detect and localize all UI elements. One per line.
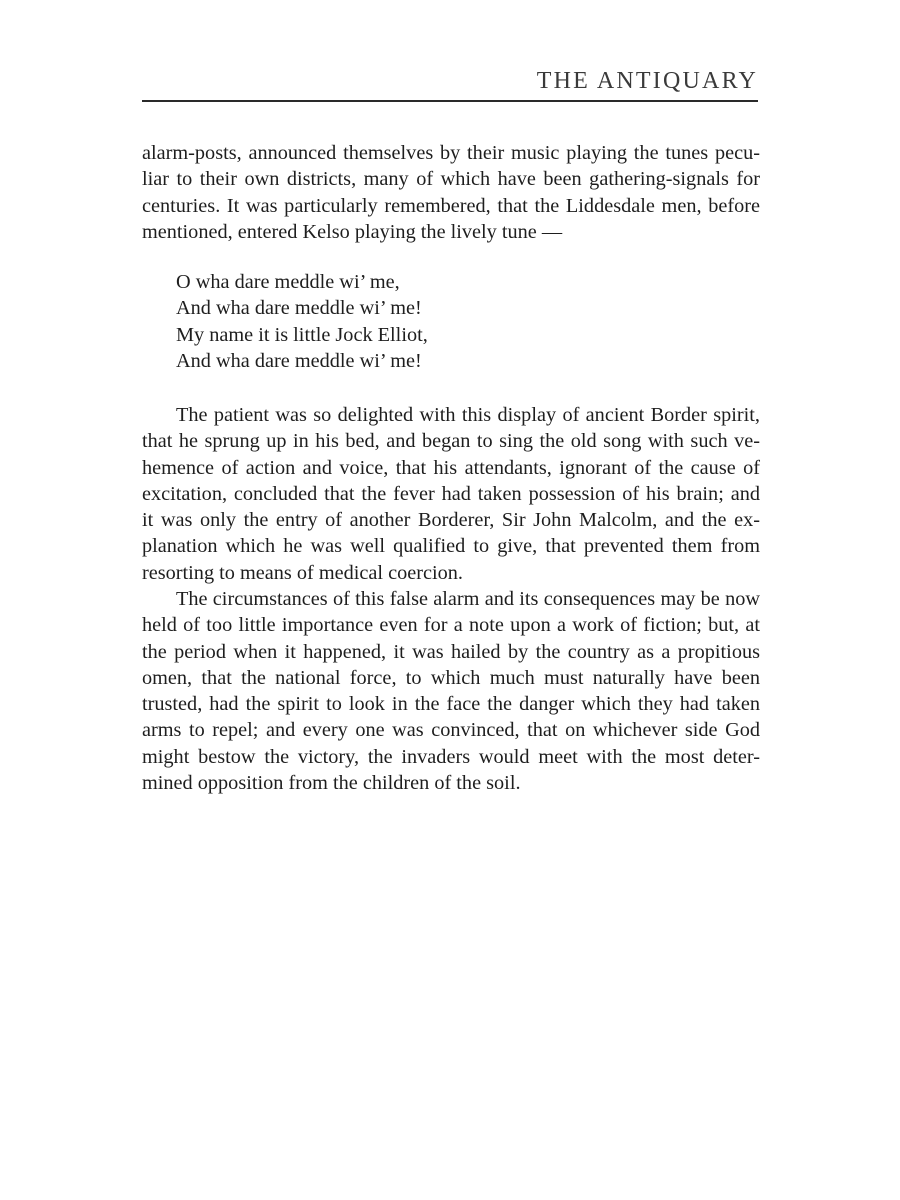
text-line: the period when it happened, it was hailed by the country as a propitious [142, 640, 760, 663]
text-line: alarm-posts, announced themselves by their music playing the tunes pecu- [142, 142, 760, 164]
paragraph-circumstances [142, 586, 760, 796]
verse-line: And wha dare meddle wi’ me! [176, 297, 422, 320]
header-rule [142, 100, 758, 102]
text-line: excitation, concluded that the fever had taken possession of his brain; and [142, 482, 760, 505]
verse-line: O wha dare meddle wi’ me, [176, 271, 400, 293]
paragraph-continuation [142, 140, 760, 245]
text-line: arms to repel; and every one was convinced, that on whichever side God [142, 719, 760, 742]
text-line: that he sprung up in his bed, and began to sing the old song with such ve- [142, 430, 760, 453]
verse-quotation [176, 269, 428, 374]
verse-line: My name it is little Jock Elliot, [176, 323, 428, 346]
text-line: mentioned, entered Kelso playing the lively tune — [142, 220, 563, 243]
text-line: it was only the entry of another Borderer, Sir John Malcolm, and the ex- [142, 509, 760, 532]
text-line: liar to their own districts, many of which have been gathering-signals for [142, 168, 760, 191]
text-line: resorting to means of medical coercion. [142, 561, 464, 584]
text-line: held of too little importance even for a note upon a work of fiction; but, at [142, 614, 760, 637]
verse-line: And wha dare meddle wi’ me! [176, 349, 422, 372]
text-line: planation which he was well qualified to give, that prevented them from [142, 535, 760, 558]
text-line: trusted, had the spirit to look in the face the danger which they had taken [142, 693, 760, 716]
text-line: mined opposition from the children of the soil. [142, 772, 521, 795]
paragraph-patient [142, 402, 760, 586]
text-line: hemence of action and voice, that his attendants, ignorant of the cause of [142, 456, 760, 479]
text-line: centuries. It was particularly remembered, that the Liddesdale men, before [142, 194, 760, 217]
text-line: The circumstances of this false alarm and its consequences may be now [176, 588, 760, 610]
text-line: The patient was so delighted with this display of ancient Border spirit, [176, 404, 760, 426]
text-line: might bestow the victory, the invaders would meet with the most deter- [142, 745, 760, 768]
running-head-title: THE ANTIQUARY [536, 68, 758, 94]
text-line: omen, that the national force, to which much must naturally have been [142, 666, 760, 689]
